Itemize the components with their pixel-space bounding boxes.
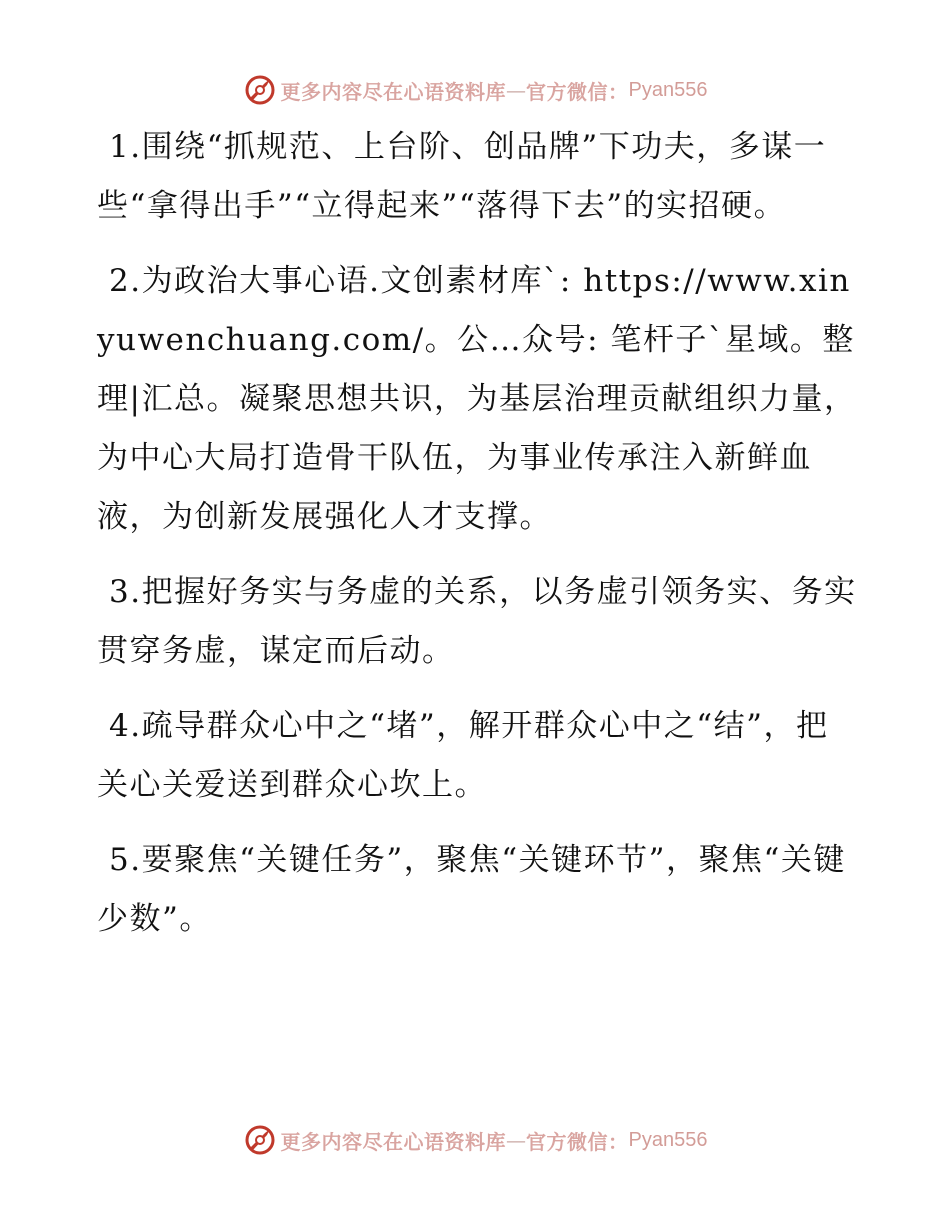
footer-banner-label: 官方微信：: [526, 1129, 629, 1154]
paragraph-5: 5.要聚焦“关键任务”，聚焦“关键环节”，聚焦“关键少数”。: [97, 842, 846, 937]
paragraph-3: 3.把握好务实与务虚的关系，以务虚引领务实、务实贯穿务虚，谋定而后动。: [97, 574, 857, 669]
footer-banner-title: 更多内容尽在心语资料库: [280, 1129, 507, 1154]
pen-logo-icon: [243, 1123, 277, 1157]
paragraph-4: 4.疏导群众心中之“堵”，解开群众心中之“结”，把关心关爱送到群众心坎上。: [97, 708, 829, 803]
banner-separator: —: [506, 78, 527, 102]
paragraph-2: 2.为政治大事心语.文创素材库`: https://www.xinyuwenchuang.com/。公…众号: 笔杆子`星域。整理|汇总。凝聚思想共识，为基层治理贡献组织力量，为中心大局打造骨干队伍，为事业传承注入新鲜血液，为创新发展强化人才支撑。: [97, 263, 857, 535]
footer-banner-separator: —: [506, 1128, 527, 1152]
pen-logo-icon: [243, 73, 277, 107]
banner-account: Pyan556: [628, 78, 708, 101]
footer-banner: [0, 1120, 950, 1160]
paragraph-1: 1.围绕“抓规范、上台阶、创品牌”下功夫，多谋一些“拿得出手”“立得起来”“落得下去”的实招硬。: [97, 129, 827, 224]
header-banner: [0, 70, 950, 110]
document-body: [97, 118, 857, 965]
footer-banner-account: Pyan556: [628, 1128, 708, 1151]
banner-title: 更多内容尽在心语资料库: [280, 79, 507, 104]
banner-label: 官方微信：: [526, 79, 629, 104]
